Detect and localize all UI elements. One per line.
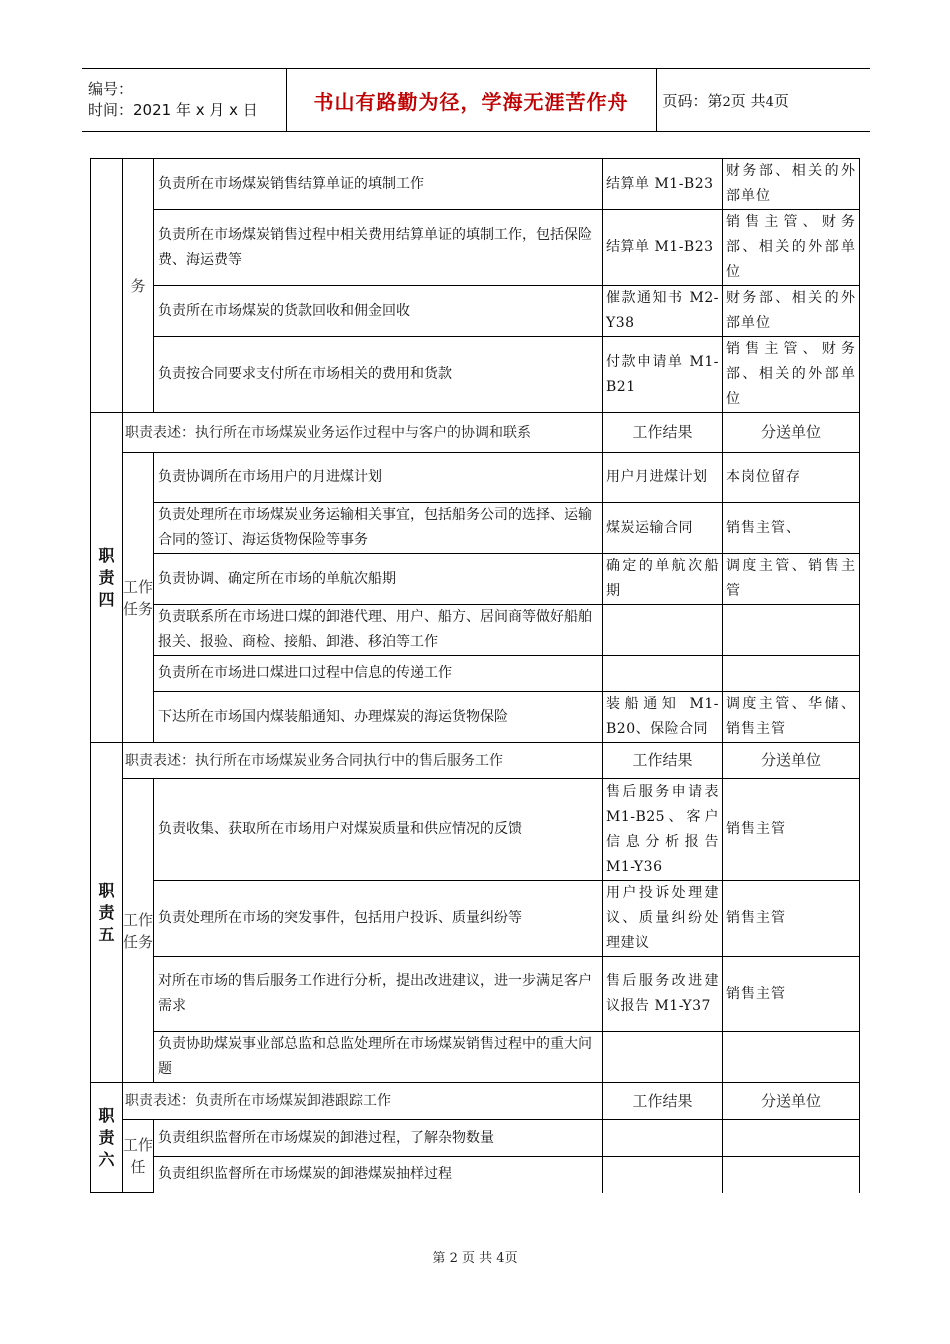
work-result: [603, 605, 723, 656]
task-description: 负责处理所在市场煤炭业务运输相关事宜，包括船务公司的选择、运输合同的签订、海运货物保险等事务: [154, 503, 603, 554]
footer-current: 2: [449, 1251, 458, 1266]
table-row: [91, 503, 860, 554]
recipient: 财务部、相关的外部单位: [723, 159, 860, 210]
recipient: 销售主管: [723, 881, 860, 957]
code-label: 编号：: [88, 80, 134, 98]
recipient: [723, 1032, 860, 1083]
work-result: 煤炭运输合同: [603, 503, 723, 554]
task-description: 负责按合同要求支付所在市场相关的费用和货款: [154, 337, 603, 413]
time-value: 2021 年 x 月 x 日: [133, 101, 258, 119]
work-result: [603, 1120, 723, 1157]
recipient: 调度主管、销售主管: [723, 554, 860, 605]
task-description: 对所在市场的售后服务工作进行分析，提出改进建议，进一步满足客户需求: [154, 957, 603, 1032]
task-description: 负责组织监督所在市场煤炭的卸港煤炭抽样过程: [154, 1157, 603, 1193]
result-column-header: 工作结果: [603, 1083, 723, 1120]
task-description: 负责所在市场进口煤进口过程中信息的传递工作: [154, 656, 603, 692]
result-column-header: 工作结果: [603, 413, 723, 453]
recipient: 调度主管、华储、销售主管: [723, 692, 860, 743]
work-result: 装船通知 M1-B20、保险合同: [603, 692, 723, 743]
page-total: 4: [765, 94, 774, 110]
recipient-column-header: 分送单位: [723, 1083, 860, 1120]
task-description: 负责组织监督所在市场煤炭的卸港过程，了解杂物数量: [154, 1120, 603, 1157]
duty-statement: 职责表述：执行所在市场煤炭业务运作过程中与客户的协调和联系: [123, 413, 603, 453]
page-current: 2: [722, 94, 731, 110]
duty-statement: 职责表述：执行所在市场煤炭业务合同执行中的售后服务工作: [123, 743, 603, 779]
duty-label: 职责四: [91, 413, 123, 743]
task-description: 负责所在市场煤炭销售过程中相关费用结算单证的填制工作，包括保险费、海运费等: [154, 210, 603, 286]
table-row: [91, 210, 860, 286]
task-description: 负责协调所在市场用户的月进煤计划: [154, 453, 603, 503]
task-description: 负责收集、获取所在市场用户对煤炭质量和供应情况的反馈: [154, 779, 603, 881]
table-row: [91, 554, 860, 605]
page-footer: [0, 1247, 950, 1266]
table-row: [91, 1032, 860, 1083]
work-result: 催款通知书 M2-Y38: [603, 286, 723, 337]
duty-statement: 职责表述：负责所在市场煤炭卸港跟踪工作: [123, 1083, 603, 1120]
task-label: 工作任: [123, 1120, 154, 1193]
recipient: 销售主管、财务部、相关的外部单位: [723, 210, 860, 286]
recipient: [723, 1120, 860, 1157]
recipient-column-header: 分送单位: [723, 743, 860, 779]
work-result: 结算单 M1-B23: [603, 159, 723, 210]
work-result: [603, 1032, 723, 1083]
recipient: 财务部、相关的外部单位: [723, 286, 860, 337]
table-row: [91, 159, 860, 210]
page-end: 页: [773, 91, 789, 110]
header-meta: [82, 69, 286, 132]
recipient: 销售主管、: [723, 503, 860, 554]
table-row: [91, 779, 860, 881]
task-description: 负责所在市场煤炭的货款回收和佣金回收: [154, 286, 603, 337]
page-mid: 页 共: [730, 91, 766, 110]
page-header: [82, 68, 870, 132]
work-result: 结算单 M1-B23: [603, 210, 723, 286]
table-row: [91, 692, 860, 743]
task-description: 负责协助煤炭事业部总监和总监处理所在市场煤炭销售过程中的重大问题: [154, 1032, 603, 1083]
header-motto: 书山有路勤为径，学海无涯苦作舟: [286, 69, 656, 132]
work-result: 用户投诉处理建议、质量纠纷处理建议: [603, 881, 723, 957]
table-row: [91, 957, 860, 1032]
table-row: [91, 1083, 860, 1120]
work-result: 售后服务改进建议报告 M1-Y37: [603, 957, 723, 1032]
task-description: 负责协调、确定所在市场的单航次船期: [154, 554, 603, 605]
table-row: [91, 656, 860, 692]
result-column-header: 工作结果: [603, 743, 723, 779]
page-label: 页码：第: [662, 91, 723, 110]
recipient: 销售主管: [723, 779, 860, 881]
time-label: 时间：: [88, 101, 134, 119]
table-row: [91, 1157, 860, 1193]
table-row: [91, 453, 860, 503]
footer-suffix: 页: [504, 1251, 518, 1266]
recipient: [723, 605, 860, 656]
duty-label: 职责六: [91, 1083, 123, 1193]
table-row: [91, 413, 860, 453]
recipient: 销售主管、财务部、相关的外部单位: [723, 337, 860, 413]
task-label: 务: [123, 159, 154, 413]
table-row: [91, 743, 860, 779]
table-row: [91, 881, 860, 957]
recipient: [723, 1157, 860, 1193]
recipient: 销售主管: [723, 957, 860, 1032]
task-description: 负责处理所在市场的突发事件，包括用户投诉、质量纠纷等: [154, 881, 603, 957]
table-row: [91, 337, 860, 413]
work-result: 用户月进煤计划: [603, 453, 723, 503]
duty-table: [90, 158, 860, 1193]
footer-total: 4: [496, 1251, 505, 1266]
work-result: [603, 656, 723, 692]
task-description: 负责所在市场煤炭销售结算单证的填制工作: [154, 159, 603, 210]
table-row: [91, 1120, 860, 1157]
recipient-column-header: 分送单位: [723, 413, 860, 453]
work-result: 确定的单航次船期: [603, 554, 723, 605]
duty-cell-continued: [91, 159, 123, 413]
table-row: [91, 286, 860, 337]
task-description: 下达所在市场国内煤装船通知、办理煤炭的海运货物保险: [154, 692, 603, 743]
work-result: 付款申请单 M1-B21: [603, 337, 723, 413]
task-label: 工作任务: [123, 779, 154, 1083]
duty-label: 职责五: [91, 743, 123, 1083]
recipient: [723, 656, 860, 692]
task-label: 工作任务: [123, 453, 154, 743]
recipient: 本岗位留存: [723, 453, 860, 503]
task-description: 负责联系所在市场进口煤的卸港代理、用户、船方、居间商等做好船舶报关、报验、商检、接船、卸港、移泊等工作: [154, 605, 603, 656]
header-page-info: [656, 69, 870, 132]
table-row: [91, 605, 860, 656]
work-result: 售后服务申请表 M1-B25、客户信息分析报告 M1-Y36: [603, 779, 723, 881]
work-result: [603, 1157, 723, 1193]
footer-mid: 页 共: [462, 1251, 493, 1266]
footer-prefix: 第: [432, 1251, 446, 1266]
